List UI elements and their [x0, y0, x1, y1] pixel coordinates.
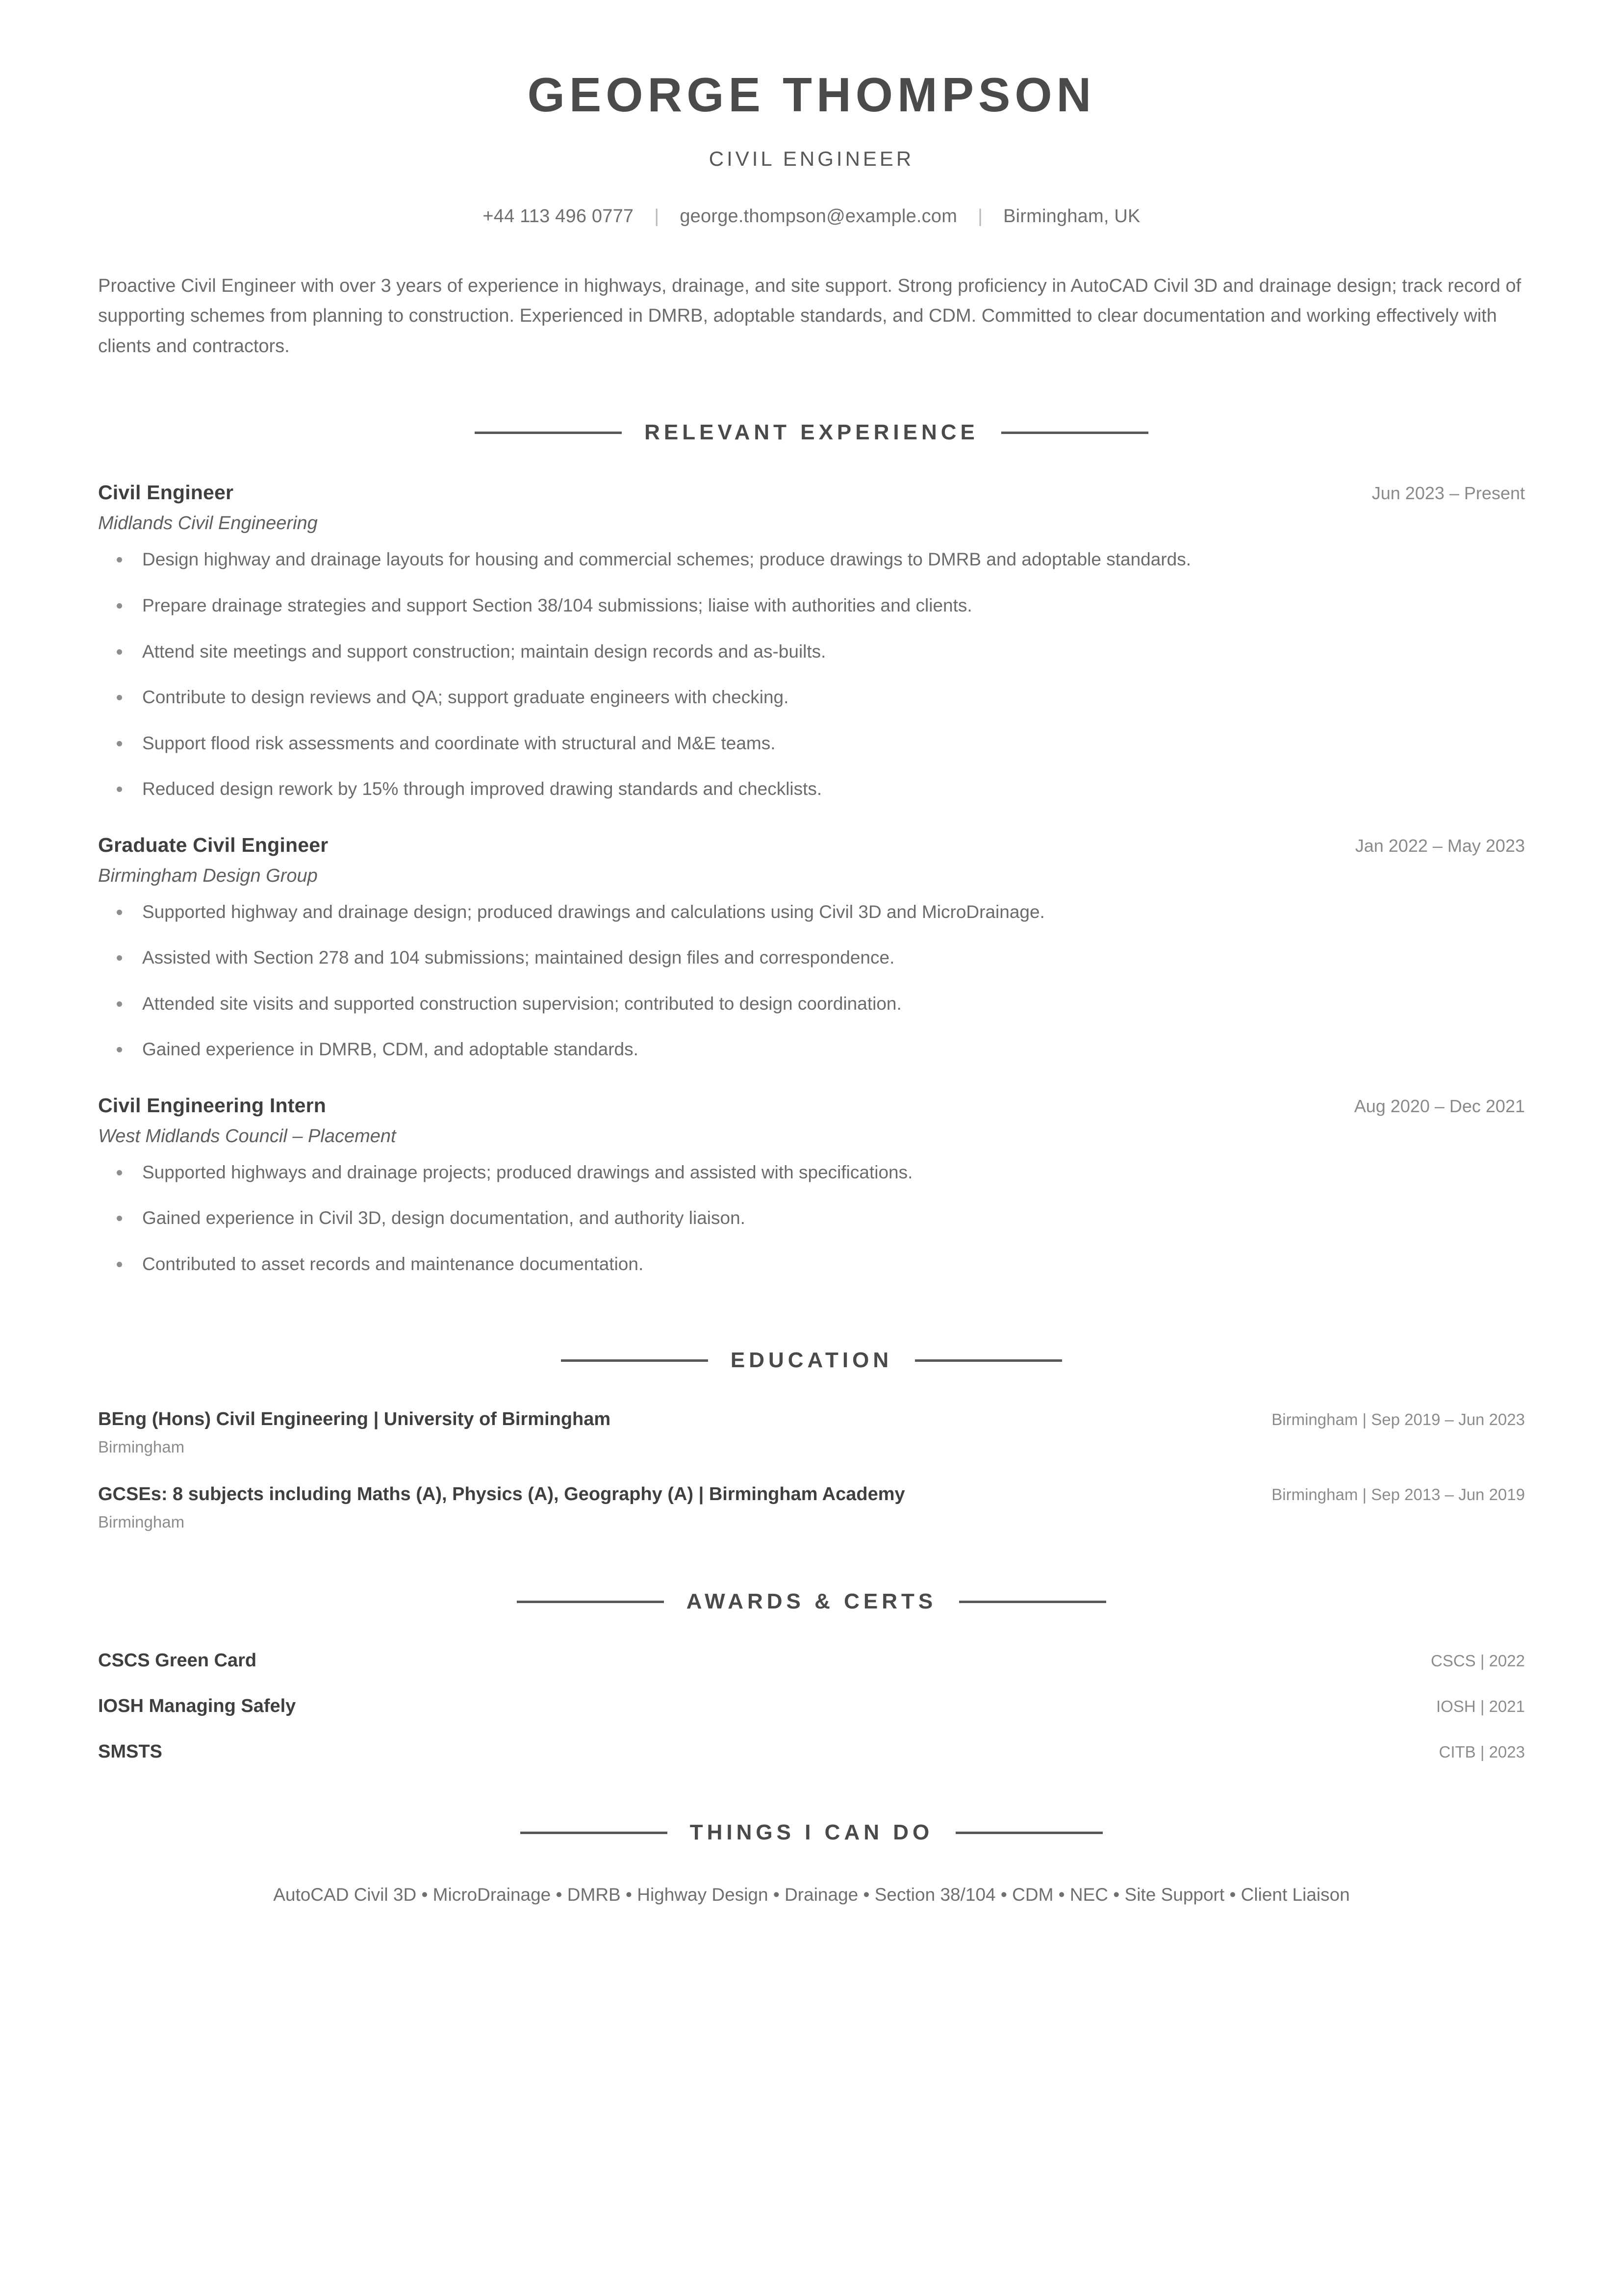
contact-line [98, 206, 1525, 227]
divider-rule-right [915, 1359, 1062, 1362]
skills-list: AutoCAD Civil 3D • MicroDrainage • DMRB • Highway Design • Drainage • Section 38/104 • CDM • NEC • Site Support • Client Liaison [273, 1885, 1350, 1905]
divider-rule-right [959, 1601, 1106, 1603]
job-bullets [98, 1160, 1525, 1277]
job-bullet: Assisted with Section 278 and 104 submissions; maintained design files and correspondence. [98, 945, 1525, 971]
job-dates: Aug 2020 – Dec 2021 [1354, 1096, 1525, 1116]
education-list [98, 1409, 1525, 1531]
award-meta: IOSH | 2021 [1436, 1697, 1525, 1716]
job-company: Birmingham Design Group [98, 865, 318, 886]
award-meta: CSCS | 2022 [1430, 1652, 1525, 1670]
education-degree: BEng (Hons) Civil Engineering | University of Birmingham [98, 1409, 611, 1430]
experience-list [98, 481, 1525, 1277]
job-bullet: Gained experience in Civil 3D, design documentation, and authority liaison. [98, 1205, 1525, 1231]
job-dates: Jan 2022 – May 2023 [1355, 835, 1525, 856]
job-bullet: Support flood risk assessments and coordinate with structural and M&E teams. [98, 731, 1525, 757]
awards-list [98, 1650, 1525, 1762]
job-title: Graduate Civil Engineer [98, 833, 329, 856]
award-item [98, 1650, 1525, 1671]
award-title: CSCS Green Card [98, 1650, 257, 1671]
job-bullet: Gained experience in DMRB, CDM, and adoptable standards. [98, 1037, 1525, 1063]
job-bullet: Contributed to asset records and maintenance documentation. [98, 1251, 1525, 1277]
divider-rule-left [475, 432, 622, 434]
award-item [98, 1696, 1525, 1717]
contact-email[interactable]: george.thompson@example.com [680, 205, 958, 227]
job-title: Civil Engineering Intern [98, 1094, 326, 1117]
candidate-name: GEORGE THOMPSON [527, 68, 1096, 122]
job-bullet: Supported highway and drainage design; produced drawings and calculations using Civil 3D and MicroDrainage. [98, 899, 1525, 925]
education-meta: Birmingham | Sep 2013 – Jun 2019 [1271, 1485, 1525, 1504]
job-bullet: Contribute to design reviews and QA; support graduate engineers with checking. [98, 685, 1525, 711]
section-header-education [98, 1348, 1525, 1373]
section-title-education: EDUCATION [730, 1348, 893, 1373]
divider-rule-left [520, 1832, 667, 1834]
experience-item [98, 834, 1525, 1063]
education-item [98, 1484, 1525, 1531]
spacer [98, 1762, 1525, 1820]
spacer [98, 1297, 1525, 1348]
education-location: Birmingham [98, 1438, 185, 1456]
divider-rule-left [561, 1359, 708, 1362]
job-bullet: Supported highways and drainage projects; produced drawings and assisted with specifications. [98, 1160, 1525, 1186]
job-company: West Midlands Council – Placement [98, 1125, 396, 1147]
job-dates: Jun 2023 – Present [1371, 483, 1525, 504]
divider-rule-left [517, 1601, 664, 1603]
job-bullets [98, 899, 1525, 1063]
award-title: SMSTS [98, 1741, 162, 1762]
experience-item-head [98, 1094, 1525, 1117]
divider-rule-right [956, 1832, 1103, 1834]
contact-phone[interactable]: +44 113 496 0777 [482, 205, 634, 227]
job-title: Civil Engineer [98, 481, 234, 504]
contact-separator-2: | [978, 205, 983, 227]
experience-item [98, 1094, 1525, 1277]
award-meta: CITB | 2023 [1439, 1743, 1525, 1761]
section-title-skills: THINGS I CAN DO [689, 1820, 934, 1845]
education-meta: Birmingham | Sep 2019 – Jun 2023 [1271, 1410, 1525, 1429]
job-bullet: Prepare drainage strategies and support Section 38/104 submissions; liaise with authorities and clients. [98, 593, 1525, 619]
resume-content [98, 0, 1525, 1909]
award-item [98, 1741, 1525, 1762]
education-location: Birmingham [98, 1513, 185, 1531]
job-bullet: Attended site visits and supported construction supervision; contributed to design coordination. [98, 991, 1525, 1017]
education-item-head [98, 1409, 1525, 1430]
section-title-awards: AWARDS & CERTS [686, 1589, 937, 1614]
award-title: IOSH Managing Safely [98, 1696, 296, 1717]
professional-summary: Proactive Civil Engineer with over 3 years of experience in highways, drainage, and site support. Strong proficiency in AutoCAD Civil 3D and drainage design; track record of supporting schemes from planning to construction. Experienced in DMRB, adoptable standards, and CDM. Committed to clear documentation and working effectively with clients and contractors. [98, 275, 1522, 357]
experience-item-head [98, 481, 1525, 504]
resume-header [98, 69, 1525, 227]
job-bullets [98, 547, 1525, 802]
divider-rule-right [1001, 432, 1148, 434]
education-item [98, 1409, 1525, 1456]
job-bullet: Reduced design rework by 15% through improved drawing standards and checklists. [98, 776, 1525, 802]
candidate-role: CIVIL ENGINEER [709, 147, 914, 170]
education-item-head [98, 1484, 1525, 1505]
section-header-experience [98, 420, 1525, 445]
job-bullet: Design highway and drainage layouts for housing and commercial schemes; produce drawings to DMRB and adoptable standards. [98, 547, 1525, 573]
contact-separator-1: | [654, 205, 659, 227]
experience-item [98, 481, 1525, 802]
experience-item-head [98, 834, 1525, 857]
section-header-awards [98, 1589, 1525, 1614]
section-title-experience: RELEVANT EXPERIENCE [644, 420, 979, 445]
job-bullet: Attend site meetings and support construction; maintain design records and as-builts. [98, 639, 1525, 665]
section-header-skills [98, 1820, 1525, 1845]
education-degree: GCSEs: 8 subjects including Maths (A), Physics (A), Geography (A) | Birmingham Academy [98, 1484, 905, 1505]
job-company: Midlands Civil Engineering [98, 513, 318, 534]
contact-location: Birmingham, UK [1003, 205, 1141, 227]
spacer [98, 1531, 1525, 1589]
